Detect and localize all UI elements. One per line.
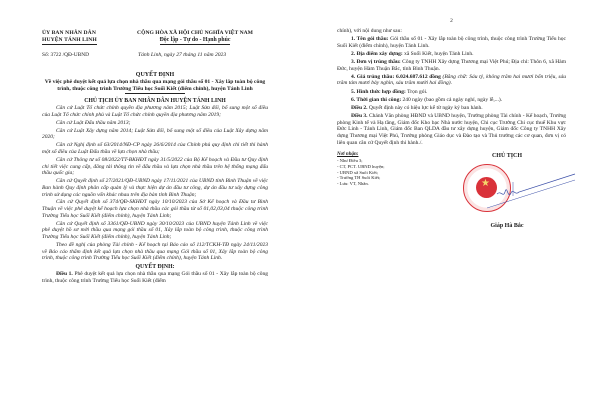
decision-heading: QUYẾT ĐỊNH: — [135, 264, 175, 271]
recipient-item: - Như Điều 3; — [337, 158, 363, 164]
page-number: 2 — [450, 18, 453, 24]
document-footer — [337, 152, 566, 272]
signature-icon — [467, 160, 577, 220]
agency-line-1: ỦY BAN NHÂN DÂN — [42, 30, 96, 36]
legal-basis: Căn cứ Quyết định số 27/2021/QĐ-UBND ngày 17/11/2021 của UBND tỉnh Bình Thuận về việc Ban hành Quy định phân cấp quản lý và thực hiện dự án đầu tư công, dự án đầu tư xây dựng công trình sử dụng các nguồn vốn khác nhau trên địa bàn tỉnh Bình Thuận; — [42, 178, 268, 198]
issuing-agency — [42, 30, 104, 45]
legal-basis: Căn cứ Luật Xây dựng năm 2014; Luật Sửa đổi, bổ sung một số điều của Luật Xây dựng năm 2020; — [42, 127, 268, 141]
article-3-label: Điều 3. — [351, 112, 368, 119]
item-label: 2. Địa điểm xây dựng: — [351, 50, 403, 57]
national-motto — [125, 30, 265, 45]
document-title: QUYẾT ĐỊNH — [135, 72, 175, 78]
item-package-name — [337, 36, 566, 49]
item-label: 4. Giá trúng thầu: 6.024.687.612 đồng — [351, 73, 441, 80]
item-label: 3. Đơn vị trúng thầu: — [351, 58, 401, 65]
place-date: Tánh Linh, ngày 27 tháng 11 năm 2023 — [138, 52, 227, 58]
recipients-heading: Nơi nhận: — [337, 152, 359, 158]
article-2-label: Điều 2. — [351, 104, 368, 111]
item-text: Gói thầu số 01 - Xây lắp toàn bộ công trình, thuộc công trình Trường Tiểu học Suối Kiết (điểm chính), huyện Tánh Linh. — [337, 36, 566, 49]
recipient-item: - CT, PCT. UBND huyện; — [337, 163, 385, 169]
proposal-basis: Theo đề nghị của phòng Tài chính - Kế hoạch tại Báo cáo số 112/TCKH-TĐ ngày 24/11/2023 về Báo cáo thẩm định kết quả lựa chọn nhà thầu qua mạng Gói thầu số 01, Xây lắp toàn bộ công trình, thuộc công trình Trường Tiểu học Suối Kiết (điểm chính), huyện Tánh Linh. — [42, 242, 268, 262]
recipients-list — [337, 152, 427, 186]
nation-name: CỘNG HÒA XÃ HỘI CHỦ NGHĨA VIỆT NAM — [137, 30, 253, 36]
item-label: 6. Thời gian thi công: — [351, 96, 402, 103]
article-1-label: Điều 1. — [56, 271, 73, 278]
item-winning-price — [337, 74, 566, 87]
article-2 — [337, 105, 566, 112]
article-1-continuation: chính), với nội dung như sau: — [337, 28, 402, 34]
legal-basis: Căn cứ Quyết định số 374/QĐ-SKHĐT ngày 10/10/2023 của Sở Kế hoạch và Đầu tư Bình Thuận về việc phê duyệt kế hoạch lựa chọn nhà thầu các gói thầu từ số 01,02,03,04 thuộc công trình Trường Tiểu học Suối Kiết (điểm chính), huyện Tánh Linh; — [42, 199, 268, 219]
price-in-words: (Bằng chữ: Sáu tỷ, không trăm hai mươi bốn triệu, sáu trăm tám mươi bảy nghìn, sáu trăm mười hai đồng). — [337, 73, 566, 87]
signature-block — [447, 152, 567, 230]
item-text: 240 ngày (bao gồm cả ngày nghỉ, ngày lễ,...). — [401, 96, 503, 103]
article-3-text: Chánh Văn phòng HĐND và UBND huyện, Trưởng phòng Tài chính - Kế hoạch, Trưởng phòng Kinh tế và Hạ tầng, Giám đốc Kho bạc Nhà nước huyện, Chi cục Trưởng Chi cục thuế Khu vực Đức Linh - Tánh Linh, Giám đốc Ban QLDA đầu tư xây dựng huyện, Giám đốc Công ty TNHH Xây dựng Thương mại Việt Phú, Trưởng phòng Giáo dục và Đào tạo và Thủ trưởng các cơ quan, đơn vị có liên quan căn cứ Quyết định thi hành./. — [337, 112, 566, 146]
document-subject: Về việc phê duyệt kết quả lựa chọn nhà thầu qua mạng gói thầu số 01 - Xây lắp toàn bộ công trình, thuộc công trình Trường Tiểu học Suối Kiết (điểm chỉnh), huyện Tánh Linh — [44, 79, 266, 92]
legal-bases — [42, 105, 268, 262]
item-label: 5. Hình thức hợp đồng: — [351, 88, 406, 95]
article-2-text: Quyết định này có hiệu lực kể từ ngày ký ban hành. — [367, 104, 483, 111]
signer-role: CHỦ TỊCH — [491, 153, 523, 160]
item-winning-bidder — [337, 59, 566, 72]
item-text: xã Suối Kiết, huyện Tánh Linh. — [402, 50, 474, 57]
item-label: 1. Tên gói thầu: — [351, 36, 389, 43]
item-contract-type — [337, 89, 566, 96]
signer-name: Giáp Hà Bắc — [490, 223, 524, 230]
legal-basis: Căn cứ Luật Tổ chức chính quyền địa phương năm 2015; Luật Sửa đổi, bổ sung một số điều của Luật Tổ chức chính phủ và Luật Tổ chức chính quyền địa phương năm 2019; — [42, 105, 268, 118]
article-1-text: Phê duyệt kết quả lựa chọn nhà thầu qua mạng Gói thầu số 01 - Xây lắp toàn bộ công trình, thuộc công trình Trường Tiểu học Suối Kiết (điểm — [42, 271, 269, 285]
recipient-item: - UBND xã Suối Kiết; — [337, 169, 379, 175]
item-text: Công ty TNHH Xây dựng Thương mại Việt Phú; Địa chỉ: Thôn 6, xã Hàm Đức, huyện Hàm Thuận Bắc, tỉnh Bình Thuận. — [337, 58, 566, 72]
motto: Độc lập - Tự do - Hạnh phúc — [159, 37, 231, 43]
item-construction-time — [337, 97, 566, 104]
article-3 — [337, 113, 566, 147]
legal-basis: Căn cứ Luật Đấu thầu năm 2013; — [56, 119, 131, 126]
seal-and-signature — [447, 160, 567, 220]
agency-line-2: HUYỆN TÁNH LINH — [42, 37, 97, 43]
document-page-2 — [300, 0, 600, 419]
recipient-item: - Lưu: VT, Nhân. — [337, 180, 369, 186]
legal-basis: Căn cứ Nghị định số 63/2014/NĐ-CP ngày 26/6/2014 của Chính phủ quy định chi tiết thi hành một số điều của Luật Đấu thầu về lựa chọn nhà thầu; — [42, 142, 268, 155]
item-text: Trọn gói. — [405, 88, 428, 95]
issuing-authority: CHỦ TỊCH ỦY BAN NHÂN DÂN HUYỆN TÁNH LINH — [84, 98, 226, 105]
article-1 — [42, 271, 268, 284]
legal-basis: Căn cứ Thông tư số 08/2022/TT-BKHĐT ngày 31/5/2022 của Bộ Kế hoạch và Đầu tư Quy định chi tiết việc cung cấp, đăng tải thông tin về đấu thầu và lựa chọn nhà thầu trên hệ thống mạng đấu thầu quốc gia; — [42, 156, 268, 177]
document-header — [42, 26, 268, 66]
document-number: Số: 3722 /QĐ-UBND — [42, 52, 90, 58]
recipient-item: - Trường TH Suối Kiết; — [337, 175, 381, 181]
legal-basis: Căn cứ Quyết định số 3361/QĐ-UBND ngày 30/10/2023 của UBND huyện Tánh Linh về việc phê duyệt hồ sơ mời thầu qua mạng gói thầu số 01, Xây lắp toàn bộ công trình, thuộc công trình Trường Tiểu học Suối Kiết (điểm chính), huyện Tánh Linh; — [42, 220, 268, 241]
star-icon: ★ — [481, 178, 490, 190]
subject-divider — [125, 93, 185, 94]
item-location — [337, 51, 566, 58]
